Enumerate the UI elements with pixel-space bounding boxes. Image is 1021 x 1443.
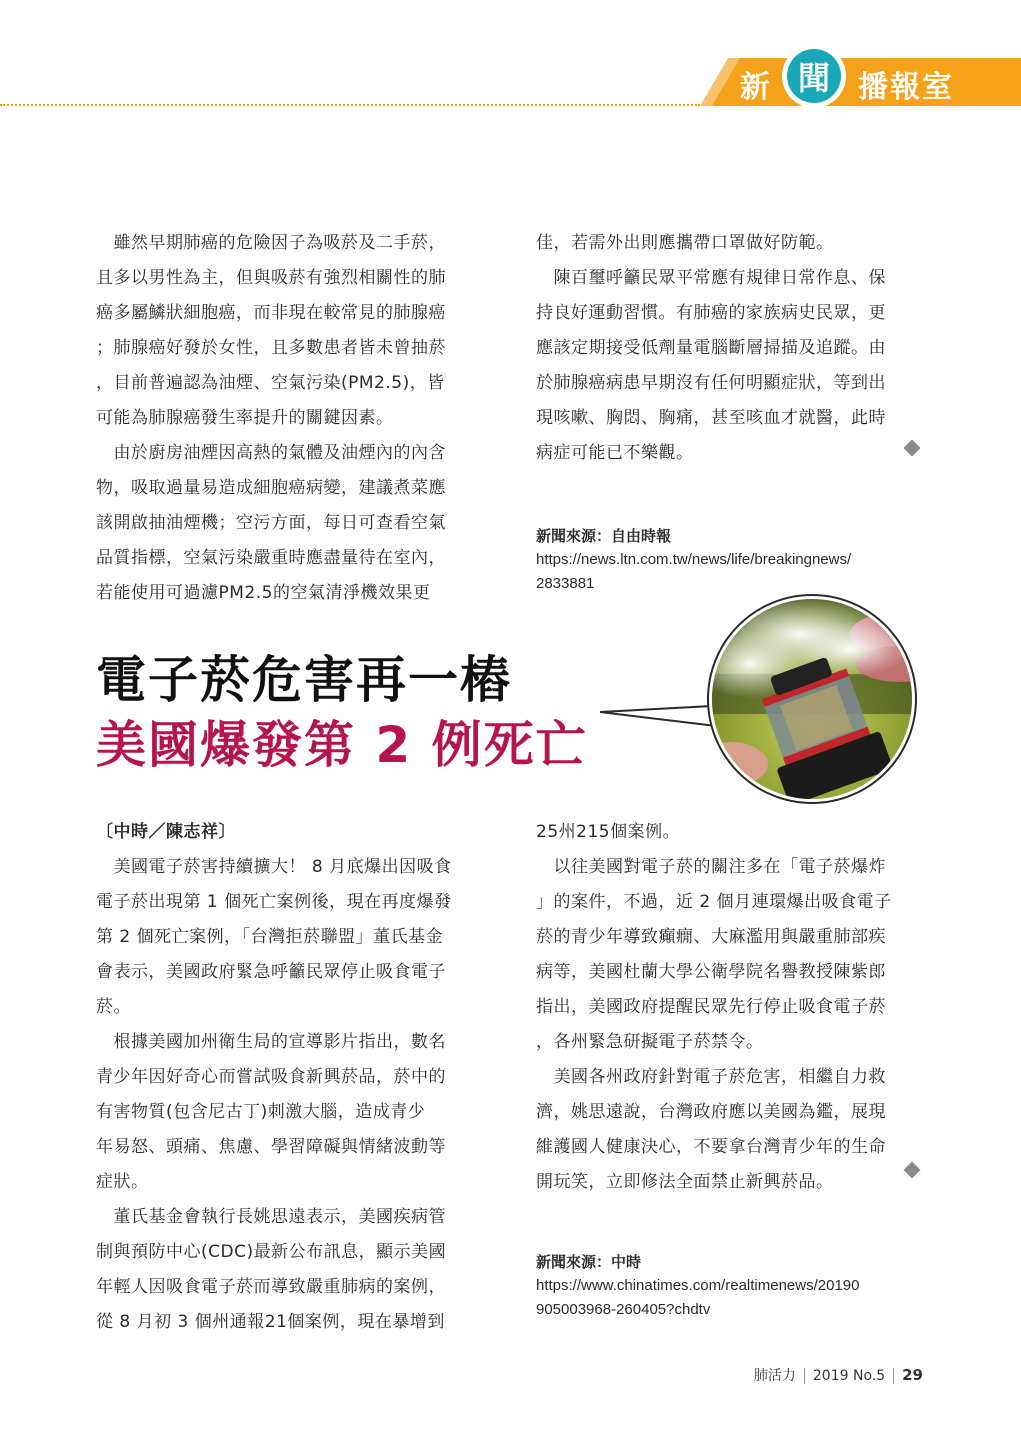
source-label: 新聞來源：自由時報	[536, 527, 672, 545]
body-text-line: 可能為肺腺癌發生率提升的關鍵因素。	[96, 408, 394, 428]
banner-char-xin: 新	[740, 70, 772, 105]
body-text-line: 美國各州政府針對電子菸危害，相繼自力救	[536, 1067, 886, 1087]
body-text-line: 董氏基金會執行長姚思遠表示，美國疾病管	[96, 1207, 446, 1227]
body-text-line: 由於廚房油煙因高熱的氣體及油煙內的內含	[96, 443, 446, 463]
byline: 〔中時／陳志祥〕	[96, 822, 236, 842]
body-text-line: 電子菸出現第 1 個死亡案例後，現在再度爆發	[96, 892, 452, 912]
banner-circle	[782, 44, 846, 108]
body-text-line: 會表示，美國政府緊急呼籲民眾停止吸食電子	[96, 962, 446, 982]
body-text-line: 若能使用可過濾PM2.5的空氣清淨機效果更	[96, 583, 431, 603]
body-text-line: 以往美國對電子菸的關注多在「電子菸爆炸	[536, 857, 886, 877]
source-label: 新聞來源：中時	[536, 1253, 642, 1271]
body-text-line: ，各州緊急研擬電子菸禁令。	[536, 1032, 764, 1052]
body-text-line: 症狀。	[96, 1172, 149, 1192]
body-text-line: 癌多屬鱗狀細胞癌，而非現在較常見的肺腺癌	[96, 303, 446, 323]
body-text-line: 菸。	[96, 997, 131, 1017]
article2-left-column	[96, 815, 496, 1340]
body-text-line: 」的案件，不過，近 2 個月連環爆出吸食電子	[536, 892, 892, 912]
body-text-line: 現咳嗽、胸悶、胸痛，甚至咳血才就醫，此時	[536, 408, 886, 428]
article2-right-column	[536, 815, 936, 1200]
body-text-line: 青少年因好奇心而嘗試吸食新興菸品，菸中的	[96, 1067, 446, 1087]
body-text-line: 25州215個案例。	[536, 822, 681, 842]
body-text-line: 雖然早期肺癌的危險因子為吸菸及二手菸，	[96, 233, 446, 253]
article2-source	[536, 1250, 859, 1322]
page-footer	[754, 1365, 923, 1385]
article1-right-column	[536, 226, 936, 471]
body-text-line: 制與預防中心(CDC)最新公布訊息，顯示美國	[96, 1242, 447, 1262]
body-text-line: 美國電子菸害持續擴大！ 8 月底爆出因吸食	[96, 857, 452, 877]
body-text-line: 物，吸取過量易造成細胞癌病變，建議煮菜應	[96, 478, 446, 498]
body-text-line: 有害物質(包含尼古丁)刺激大腦，造成青少	[96, 1102, 426, 1122]
headline-secondary: 美國爆發第 2 例死亡	[96, 716, 588, 774]
header-dotted-rule	[0, 104, 700, 106]
section-banner	[700, 58, 1021, 106]
headline-primary: 電子菸危害再一樁	[96, 651, 512, 709]
e-cigarette-photo	[600, 594, 920, 814]
body-text-line: 品質指標，空氣污染嚴重時應盡量待在室內，	[96, 548, 446, 568]
body-text-line: 濟，姚思遠說，台灣政府應以美國為鑑，展現	[536, 1102, 886, 1122]
body-text-line: 佳，若需外出則應攜帶口罩做好防範。	[536, 233, 834, 253]
article1-left-column	[96, 226, 496, 611]
body-text-line: 陳百璽呼籲民眾平常應有規律日常作息、保	[536, 268, 886, 288]
banner-char-wen: 聞	[787, 49, 841, 103]
page-number: 29	[902, 1366, 923, 1384]
body-text-line: 菸的青少年導致癲癇、大麻濫用與嚴重肺部疾	[536, 927, 886, 947]
body-text-line: 病等，美國杜蘭大學公衛學院名譽教授陳紫郎	[536, 962, 886, 982]
body-text-line: 且多以男性為主，但與吸菸有強烈相關性的肺	[96, 268, 446, 288]
body-text-line: 應該定期接受低劑量電腦斷層掃描及追蹤。由	[536, 338, 886, 358]
body-text-line: 指出，美國政府提醒民眾先行停止吸食電子菸	[536, 997, 886, 1017]
magazine-name: 肺活力	[753, 1368, 796, 1384]
source-url-line[interactable]: https://news.ltn.com.tw/news/life/breakingnews/	[536, 551, 852, 568]
body-text-line: 年易怒、頭痛、焦慮、學習障礙與情緒波動等	[96, 1137, 446, 1157]
issue-number: 2019 No.5	[812, 1368, 886, 1384]
body-text-line: 持良好運動習慣。有肺癌的家族病史民眾，更	[536, 303, 886, 323]
source-url-line[interactable]: https://www.chinatimes.com/realtimenews/20190	[536, 1277, 860, 1294]
body-text-line: 於肺腺癌病患早期沒有任何明顯症狀，等到出	[536, 373, 886, 393]
source-url-line[interactable]: 2833881	[536, 575, 595, 592]
article1-source	[536, 524, 851, 596]
banner-char-bobaoshi: 播報室	[858, 70, 954, 105]
body-text-line: 開玩笑，立即修法全面禁止新興菸品。	[536, 1172, 834, 1192]
source-url-line[interactable]: 905003968-260405?chdtv	[536, 1301, 711, 1318]
body-text-line: 維護國人健康決心，不要拿台灣青少年的生命	[536, 1137, 886, 1157]
body-text-line: ；肺腺癌好發於女性，且多數患者皆未曾抽菸	[96, 338, 446, 358]
body-text-line: 根據美國加州衛生局的宣導影片指出，數名	[96, 1032, 446, 1052]
body-text-line: 病症可能已不樂觀。	[536, 443, 694, 463]
body-text-line: 第 2 個死亡案例，「台灣拒菸聯盟」董氏基金	[96, 927, 444, 947]
body-text-line: 該開啟抽油煙機；空污方面，每日可查看空氣	[96, 513, 446, 533]
body-text-line: 從 8 月初 3 個州通報21個案例，現在暴增到	[96, 1312, 445, 1332]
body-text-line: 年輕人因吸食電子菸而導致嚴重肺病的案例，	[96, 1277, 446, 1297]
body-text-line: ，目前普遍認為油煙、空氣污染(PM2.5)，皆	[96, 373, 445, 393]
